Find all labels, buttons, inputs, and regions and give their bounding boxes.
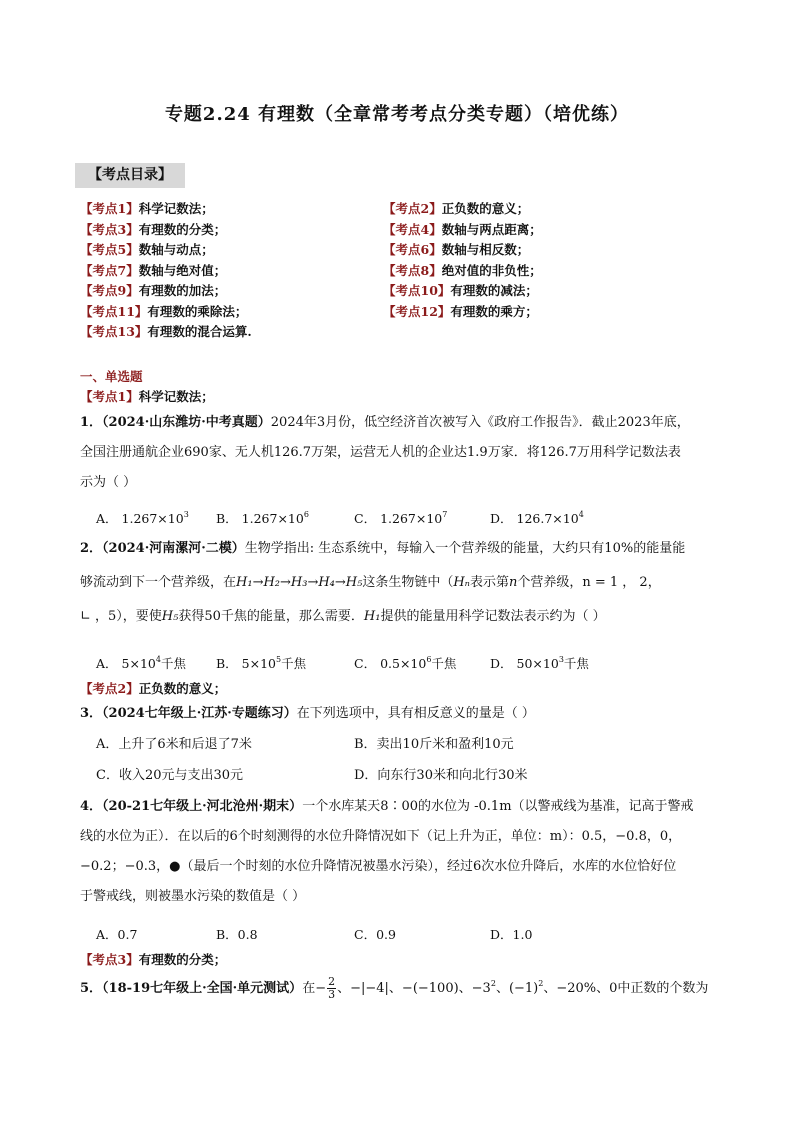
kaodian-item: 【考点6】数轴与相反数； [383,242,530,257]
kaodian-item: 【考点11】有理数的乘除法； [80,303,248,319]
q1-option-b[interactable]: B． $1.267\times 10^6$ [216,510,309,526]
q2-option-d[interactable]: D． $50\times 10^3$千焦 [490,655,589,671]
kaodian-item: 【考点12】有理数的乘方； [383,303,538,319]
q4-option-a[interactable]: A．0.7 [96,927,138,942]
q3-option-c[interactable]: C．收入20元与支出30元 [96,768,244,783]
kaodian-item: 【考点4】数轴与两点距离； [383,221,542,237]
q4-option-d[interactable]: D．1.0 [490,927,533,942]
q2-option-c[interactable]: C． $0.5\times 10^6$千焦 [354,655,457,671]
q1-option-d[interactable]: D． $126.7\times 10^4$ [490,510,584,526]
directory-heading: 【考点目录】 [75,163,185,188]
kaodian-item: 【考点7】数轴与绝对值； [80,262,227,278]
question-3: 3．（2024七年级上·江苏·专题练习）在下列选项中，具有相反意义的量是（ ） [80,706,535,721]
kaodian-item: 【考点13】有理数的混合运算. [80,324,252,339]
q2-option-a[interactable]: A． $5\times 10^4$千焦 [96,655,186,671]
q3-option-a[interactable]: A．上升了6米和后退了7米 [96,737,252,752]
kaodian-item: 【考点5】数轴与动点； [80,242,214,257]
question-2: 2．（2024·河南漯河·二模）生物学指出: 生态系统中，每输入一个营养级的能量，大约只有10%的能量能 够流动到下一个营养级，在H₁→H₂→H₃→H₄→H₅这条生物链中（Hₙ表示第n个营养级，n = 1 ， 2， ∟ ，5），要使H₅获得50千焦的能量，那么需要．H₁提供的能量用科学记数法表示约为（ ） [80,541,686,624]
question-5: 5．（18-19七年级上·全国·单元测试）在− $\frac{2}{3}$ 、−|−4|、−(−100)、$-3^2$、$(-1)^2$、−20%、0中正数的个数为 [80,975,709,1001]
kaodian-right-column [383,199,542,322]
q1-option-c[interactable]: C． $1.267\times 10^7$ [354,510,448,526]
kaodian1-heading: 【考点1】科学记数法； [80,389,214,404]
kaodian-item: 【考点9】有理数的加法； [80,283,227,298]
kaodian-item: 【考点3】有理数的分类； [80,221,227,237]
kaodian-left-column [80,199,252,343]
kaodian-item: 【考点10】有理数的减法； [383,283,538,298]
q2-option-b[interactable]: B． $5\times 10^5$千焦 [216,655,307,671]
fraction: $\frac{2}{3}$ [328,975,336,1001]
kaodian-item: 【考点8】绝对值的非负性； [383,262,542,278]
question-4: 4．（20-21七年级上·河北沧州·期末）一个水库某天8∶00的水位为 -0.1m（以警戒线为基准，记高于警戒 线的水位为正）．在以后的6个时刻测得的水位升降情况如下（记上升为正，单位：m）：0.5，−0.8，0， −0.2；−0.3，●（最后一个时刻的水位升降情况被墨水污染），经过6次水位升降后，水库的水位恰好位 于警戒线，则被墨水污染的数值是（ ） [80,799,694,904]
q1-option-a[interactable]: A． $1.267\times 10^3$ [96,510,189,526]
question-1: 1．（2024·山东潍坊·中考真题）2024年3月份，低空经济首次被写入《政府工作报告》．截止2023年底， 全国注册通航企业690家、无人机126.7万架，运营无人机的企业达1.9万家．将126.7万用科学记数法表 示为（ ） [80,415,690,490]
kaodian-item: 【考点1】科学记数法； [80,201,214,216]
q3-option-d[interactable]: D．向东行30米和向北行30米 [354,768,528,783]
q4-option-c[interactable]: C．0.9 [354,927,396,942]
section-heading: 一、单选题 [80,369,143,384]
kaodian-item: 【考点2】正负数的意义； [383,201,530,216]
kaodian3-heading: 【考点3】有理数的分类； [80,952,227,967]
q3-option-b[interactable]: B．卖出10斤米和盈利10元 [354,737,514,752]
kaodian2-heading: 【考点2】正负数的意义； [80,681,227,696]
page-title: 专题2.24 有理数（全章常考考点分类专题）（培优练） [164,104,630,125]
q4-option-b[interactable]: B．0.8 [216,927,258,942]
